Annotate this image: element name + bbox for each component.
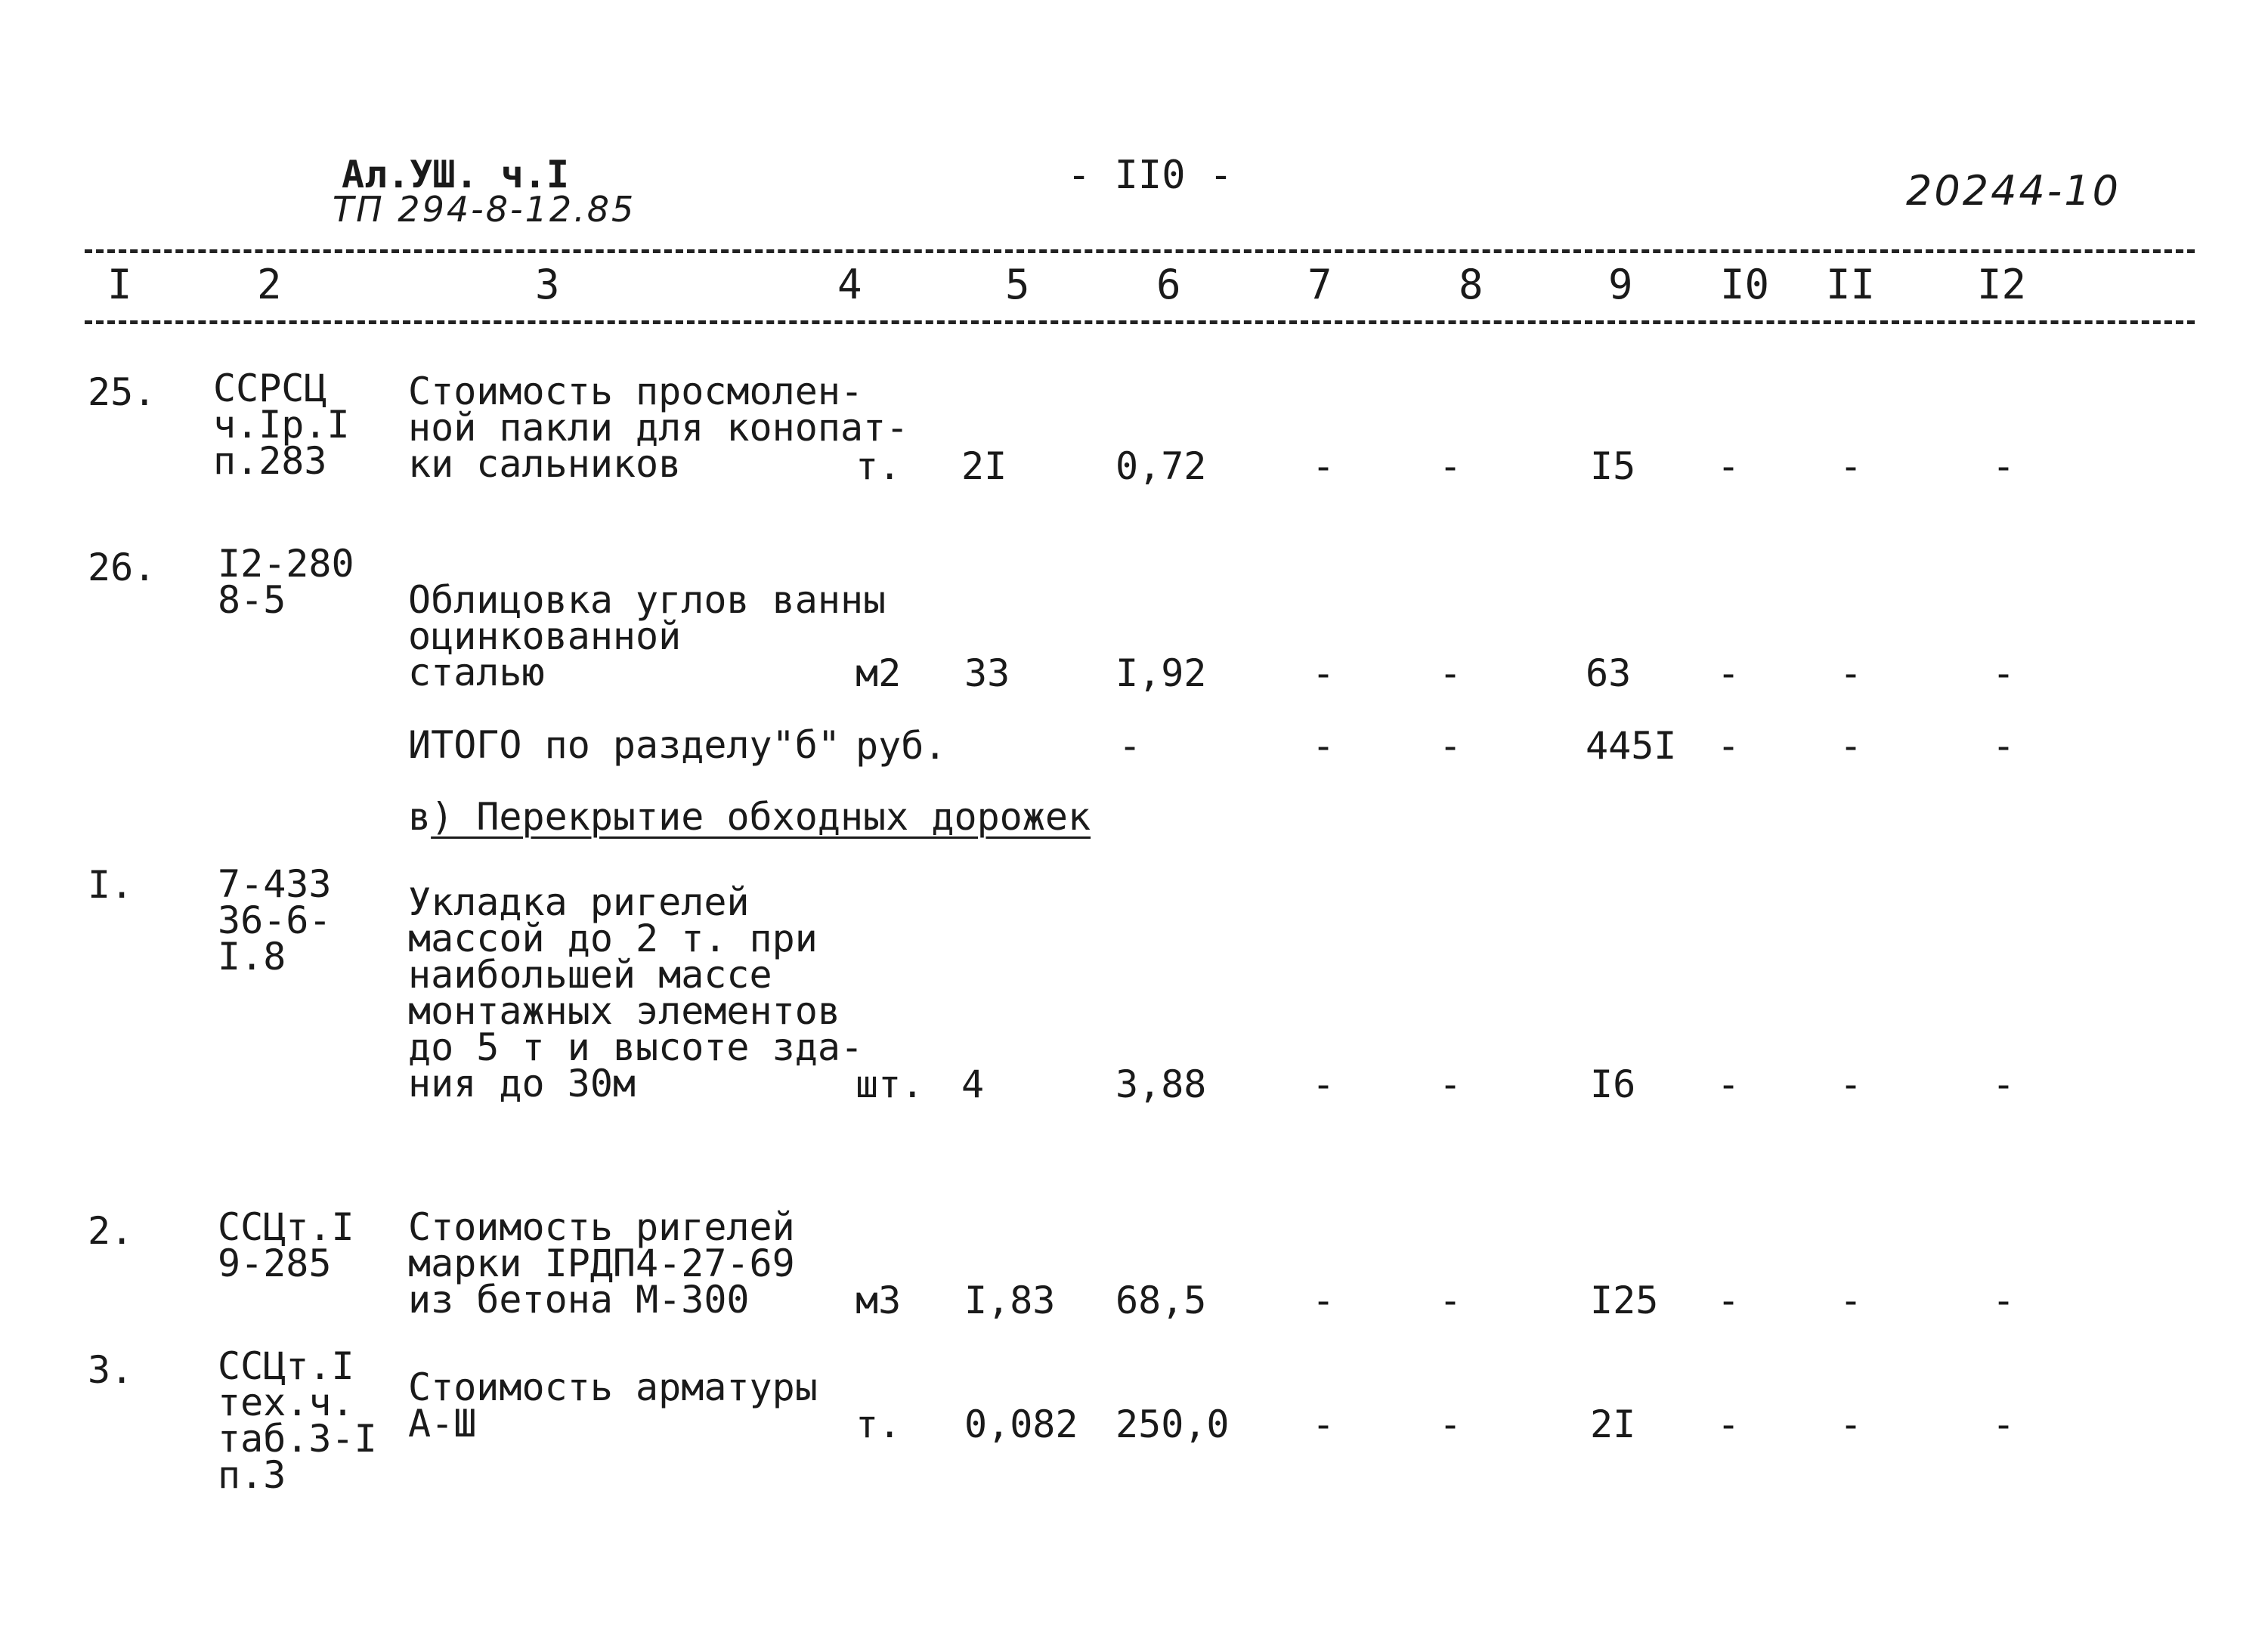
subtotal-label: ИТОГО по разделу"б" [408,723,840,767]
item-description: Стоимость просмолен- ной пакли для конопат- ки сальников [408,370,909,486]
page-number: - II0 - [1067,153,1233,198]
document-reference: Ал.УШ. ч.I [342,153,570,196]
row-number: I. [88,863,134,907]
quantity: I,83 [964,1279,1056,1322]
item-description: Стоимость ригелей марки IРДП4-27-69 из бетона М-300 [408,1205,795,1322]
cell-col7: - [1312,1062,1335,1106]
cell-col7: - [1312,651,1335,695]
unit: шт. [856,1062,924,1106]
unit-price: 3,88 [1115,1062,1207,1106]
row-number: 25. [88,370,156,414]
cell-col7: - [1312,444,1335,488]
section-title: ) Перекрытие обходных дорожек [431,795,1091,839]
header-rule-top [85,249,2195,253]
unit-price: I,92 [1115,651,1207,695]
quantity: 33 [964,651,1010,695]
row-number: 26. [88,546,156,589]
cell-col7: - [1312,1402,1335,1446]
cell-col10: - [1717,444,1740,488]
total-cost: I5 [1590,444,1636,488]
project-code: ТП 294-8-12.85 [333,189,636,230]
cell-col12: - [1992,1402,2016,1446]
cell-col11: - [1839,1279,1863,1322]
item-description: Стоимость арматуры А-Ш [408,1365,818,1446]
unit-price: - [1119,724,1142,768]
norm-code: 7-433 36-6- I.8 [218,862,332,979]
subtotal-value: 445I [1586,724,1677,768]
cell-col11: - [1839,1402,1863,1446]
column-number: I [107,261,132,308]
cell-col11: - [1839,444,1863,488]
cell-col8: - [1439,444,1462,488]
cell-col8: - [1439,1062,1462,1106]
cell-col10: - [1717,1402,1740,1446]
row-number: 2. [88,1209,134,1253]
column-number: 8 [1459,261,1484,308]
cell-col11: - [1839,1062,1863,1106]
cell-col11: - [1839,651,1863,695]
item-description: Укладка ригелей массой до 2 т. при наибольшей массе монтажных элементов до 5 т и высоте зда- ния до 30м [408,880,864,1105]
unit: м3 [856,1279,902,1322]
column-number: 3 [535,261,560,308]
cell-col12: - [1992,444,2016,488]
column-number: 7 [1307,261,1332,308]
unit: м2 [856,651,902,695]
unit-price: 0,72 [1115,444,1207,488]
quantity: 4 [961,1062,985,1106]
cell-col11: - [1839,724,1863,768]
cell-col8: - [1439,651,1462,695]
cell-col8: - [1439,1279,1462,1322]
column-number: 5 [1005,261,1030,308]
item-description: Облицовка углов ванны оцинкованной сталью [408,578,886,694]
norm-code: I2-280 8-5 [218,542,354,622]
unit: руб. [856,724,947,768]
total-cost: I6 [1590,1062,1636,1106]
unit: т. [856,444,902,488]
section-heading [408,795,1091,839]
column-number: 2 [257,261,282,308]
cell-col12: - [1992,1279,2016,1322]
total-cost: 2I [1590,1402,1636,1446]
cell-col10: - [1717,651,1740,695]
norm-code: ССЦт.I 9-285 [218,1205,354,1285]
cell-col12: - [1992,1062,2016,1106]
column-number: 4 [837,261,862,308]
cell-col7: - [1312,724,1335,768]
column-number: 6 [1156,261,1181,308]
total-cost: 63 [1586,651,1632,695]
cell-col10: - [1717,1279,1740,1322]
archive-stamp: 20244-10 [1906,167,2121,215]
header-rule-bottom [85,320,2195,324]
column-number: I2 [1977,261,2027,308]
column-number: I0 [1720,261,1770,308]
row-number: 3. [88,1348,134,1392]
unit: т. [856,1402,902,1446]
unit-price: 250,0 [1115,1402,1230,1446]
quantity: 2I [961,444,1007,488]
norm-code: ССЦт.I тех.ч. таб.3-I п.3 [218,1344,377,1497]
unit-price: 68,5 [1115,1279,1207,1322]
cell-col12: - [1992,724,2016,768]
column-number: II [1826,261,1876,308]
cell-col10: - [1717,1062,1740,1106]
cell-col8: - [1439,724,1462,768]
cell-col10: - [1717,724,1740,768]
total-cost: I25 [1590,1279,1659,1322]
quantity: 0,082 [964,1402,1078,1446]
column-number: 9 [1608,261,1633,308]
cell-col12: - [1992,651,2016,695]
section-letter: в [408,795,432,839]
cell-col7: - [1312,1279,1335,1322]
norm-code: ССРСЦ ч.Iр.I п.283 [213,366,350,483]
cell-col8: - [1439,1402,1462,1446]
